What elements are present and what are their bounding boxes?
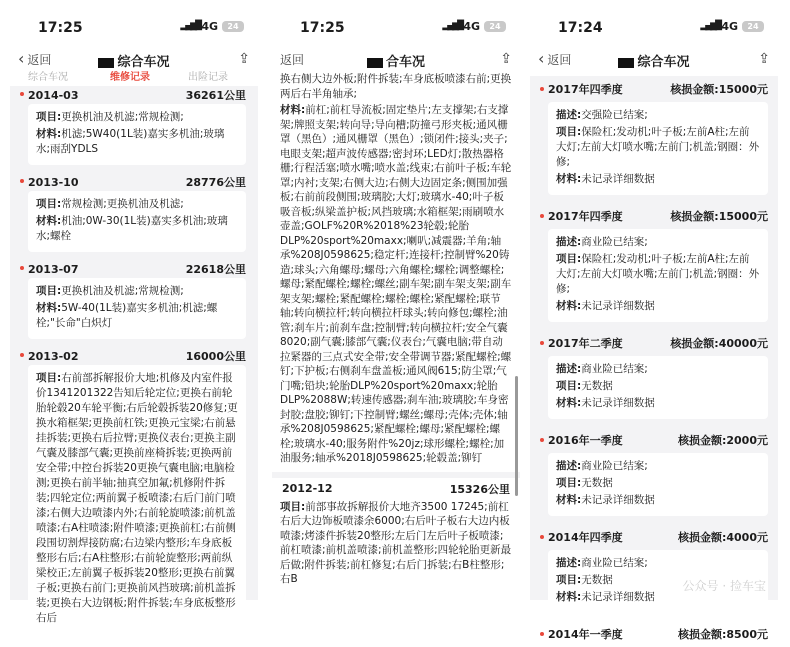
claim-period: 2016年一季度 (548, 434, 623, 447)
claim-amount: 15000元 (718, 83, 768, 96)
claim-amount: 40000元 (718, 337, 768, 350)
list-item: 2017年四季度 核损金额:15000元 描述:商业险已结案; 项目:保险杠;发动机;叶子板;左前A柱;左前大灯;左前大灯喷水嘴;左前门;机盖;钢圈：外修; 材料:未记录详细数据 (530, 203, 778, 322)
network-label: 4G (463, 20, 480, 33)
list-item: 2017年四季度 核损金额:15000元 描述:交强险已结案; 项目:保险杠;发动机;叶子板;左前A柱;左前大灯;左前大灯喷水嘴;左前门;机盖;钢圈：外修; 材料:未记录详细数据 (530, 76, 778, 195)
claim-period: 2017年二季度 (548, 337, 623, 350)
maintenance-list (10, 86, 258, 642)
claim-period: 2017年四季度 (548, 210, 623, 223)
record-mileage: 15326公里 (449, 482, 510, 496)
signal-icon: ▂▄▆█ (700, 21, 720, 31)
status-bar (272, 0, 520, 44)
list-item (10, 347, 258, 634)
list-item: 2014年一季度 核损金额:8500元 (530, 621, 778, 647)
timeline-dot (540, 87, 544, 91)
share-icon[interactable]: ⇪ (758, 51, 770, 67)
record-card: 项目:更换机油及机滤;常规检测; 材料:5W-40(1L装)嘉实多机油;机滤;螺栓;"长命"白炽灯 (28, 278, 246, 339)
record-header (272, 478, 520, 500)
status-bar (10, 0, 258, 44)
record-mileage: 22618公里 (185, 263, 246, 276)
claim-card: 描述:交强险已结案; 项目:保险杠;发动机;叶子板;左前A柱;左前大灯;左前大灯喷水嘴;左前门;机盖;钢圈：外修; 材料:未记录详细数据 (548, 102, 768, 195)
page-title: 综合车况 (530, 51, 778, 70)
record-items-tail: 换右侧大边外板;附件拆装;车身底板喷漆右前;更换两后右半角轴承; (280, 73, 512, 100)
claims-list (530, 76, 778, 647)
record-date: 2014-03 (28, 88, 79, 102)
network-label: 4G (201, 20, 218, 33)
tab-claims[interactable]: 出险记录 (188, 72, 228, 83)
claim-period: 2014年四季度 (548, 531, 623, 544)
back-button[interactable]: ‹ 返回 (18, 49, 52, 68)
timeline-dot (540, 535, 544, 539)
claim-amount: 2000元 (726, 434, 768, 447)
back-button[interactable]: 返回 (280, 53, 305, 67)
claim-amount: 8500元 (726, 628, 768, 641)
timeline-dot (20, 92, 24, 96)
record-detail (272, 73, 520, 600)
claim-card: 描述:商业险已结案; 项目:保险杠;发动机;叶子板;左前A柱;左前大灯;左前大灯喷水嘴;左前门;机盖;钢圈：外修; 材料:未记录详细数据 (548, 229, 768, 322)
record-card: 项目:更换机油及机滤;常规检测; 材料:机滤;5W40(1L装)嘉实多机油;玻璃水;雨刮YDLS (28, 104, 246, 165)
timeline-dot (540, 438, 544, 442)
battery-icon: 24 (222, 21, 244, 32)
timeline-dot (20, 353, 24, 357)
claim-card: 描述:商业险已结案; 项目:无数据 材料:未记录详细数据 (548, 550, 768, 613)
page-title: 综合车况 (10, 51, 258, 70)
redacted-mark (367, 58, 383, 68)
tab-bar (10, 72, 258, 86)
record-date: 2013-07 (28, 262, 79, 276)
scrollbar[interactable] (515, 376, 518, 496)
chevron-left-icon: ‹ (18, 49, 25, 68)
list-item (10, 260, 258, 339)
record-date: 2013-10 (28, 175, 79, 189)
status-time: 17:24 (558, 20, 603, 36)
status-bar (530, 0, 778, 44)
signal-icon: ▂▄▆█ (180, 21, 200, 31)
record-materials: 材料:前杠;前杠导流板;固定垫片;左支撑架;右支撑架;牌照支架;转向导;导向槽;防撞弓形夹板;通风栅罩（黑色）;通风栅罩（黑色）;锁闭件;接头;夹子;电眼支架;超声波传感器;密封环;LED灯;散热器格栅;行程活塞;喷水嘴;喷水盖;线束;右前叶子板;车轮罩;内衬;支架;右侧大边;右侧大边固定条;侧围加强板;右前前段侧围;玻璃胶;大灯;玻璃水-40;叶子板吸音板;纵梁盖护板;风挡玻璃;水箱框架;雨刷喷水壶盖;GOLF%20R%2018%23轮毂;轮胎DLP%20sport%20maxx;喇叭;减震器;羊角;轴承%208J0598625;稳定杆;连接杆;控制臂%20铸造;球头;六角螺母;螺母;六角螺栓;螺栓;调整螺栓;螺母;紧配螺栓;螺栓;螺丝;副车架;副车架支架;副车架支架;螺栓;紧配螺栓;螺栓;螺栓;紧配螺栓;联节轴;转向横拉杆;转向横拉杆球头;转向修包;螺栓;油管;刹车片;前刹车盘;控制臂;转向横拉杆;安全气囊8020;副气囊;膝部气囊;仪表台;气囊电脑;带自动拉紧器的三点式安全带;安全带调节器;紧配螺栓;螺钉;下护板;右侧刹车盘盖板;通风阀615;防尘罩;气门嘴;铅块;轮胎DLP%20sport%20maxx;轮胎DLP%2088W;转速传感器;刹车油;玻璃胶;车身密封胶;盘胶;铆钉;下控制臂;螺丝;螺母;壳体;壳体;轴承%208J0598625;紧配螺栓;螺母;紧配螺栓;螺栓;玻璃水-40;服务附件%20jz;球形螺栓;螺栓;加油服务;轴承%2018J0598625;轮毂盖;铆钉 (280, 104, 512, 464)
claim-period: 2017年四季度 (548, 83, 623, 96)
record-date: 2012-12 (282, 482, 333, 495)
timeline-dot (20, 179, 24, 183)
list-item (10, 173, 258, 252)
record-card: 项目:常规检测;更换机油及机滤; 材料:机油;0W-30(1L装)嘉实多机油;玻璃水;螺栓 (28, 191, 246, 252)
battery-icon: 24 (484, 21, 506, 32)
timeline-dot (540, 214, 544, 218)
phone-screen-claims (530, 0, 778, 641)
redacted-mark (618, 58, 634, 68)
network-label: 4G (721, 20, 738, 33)
battery-icon: 24 (742, 21, 764, 32)
phone-screen-maintenance-detail (272, 0, 520, 600)
list-item (10, 86, 258, 165)
record-date: 2013-02 (28, 349, 79, 363)
share-icon[interactable]: ⇪ (238, 51, 250, 67)
list-item: 2014年四季度 核损金额:4000元 描述:商业险已结案; 项目:无数据 材料:未记录详细数据 (530, 524, 778, 613)
record-mileage: 16000公里 (185, 350, 246, 363)
record-items: 项目:前部事故拆解报价大地齐3500 17245;前杠右后大边饰板喷漆余6000;右后叶子板右大边内板喷漆;烤漆件拆装20整形;左后门左后叶子板喷漆;前杠喷漆;前机盖喷漆;前机盖整形;四轮轮胎更新最后做;附件拆装;前杠修复;右后门拆装;右B柱整形;右B (280, 500, 512, 585)
timeline-dot (540, 632, 544, 636)
tab-maintenance[interactable]: 维修记录 (110, 72, 150, 83)
tab-overview[interactable]: 综合车况 (28, 72, 68, 83)
status-time: 17:25 (300, 20, 345, 36)
claim-amount: 4000元 (726, 531, 768, 544)
claim-amount: 15000元 (718, 210, 768, 223)
status-time: 17:25 (38, 20, 83, 36)
redacted-mark (98, 58, 114, 68)
page-title: 合车况 (272, 51, 520, 70)
claim-period: 2014年一季度 (548, 628, 623, 641)
timeline-dot (540, 341, 544, 345)
record-card: 项目:右前部拆解报价大地;机修及内室件报价1341201322告知后轮定位;更换右前轮胎轮毂20车轮平衡;右后轮毂拆装20修复;更换水箱框架;更换前杠铁;更换元宝梁;右前悬挂拆装;更换右后拉臂;更换仪表台;更换主副气囊及膝部气囊;更换前座椅拆装;更换两前安全带;中控台拆装20更换气囊电脑;电脑检测;更换右前半轴;抽真空加氟;机修附件拆装;四轮定位;两前翼子板喷漆;右后门前门喷漆;右侧大边喷漆内外;右前轮旋喷漆;前机盖喷漆;右A柱喷漆;附件喷漆;更换前杠;右前侧段围切割焊接防腐;右边梁内整形;车身底板整形右后;右A柱整形;右前轮旋整形;两前纵梁校正;左前翼子板拆装20整形;更换右前翼子板;更换右前门;更换前风挡玻璃;前机盖拆装;更换右大边钢板;附件拆装;车身底板整形右后 (28, 365, 246, 634)
claim-card: 描述:商业险已结案; 项目:无数据 材料:未记录详细数据 (548, 453, 768, 516)
claim-card: 描述:商业险已结案; 项目:无数据 材料:未记录详细数据 (548, 356, 768, 419)
list-item: 2016年一季度 核损金额:2000元 描述:商业险已结案; 项目:无数据 材料:未记录详细数据 (530, 427, 778, 516)
share-icon[interactable]: ⇪ (500, 51, 512, 67)
timeline-dot (20, 266, 24, 270)
record-mileage: 28776公里 (185, 176, 246, 189)
chevron-left-icon: ‹ (538, 49, 545, 68)
nav-bar (530, 44, 778, 76)
watermark: 公众号 · 捡车宝 (682, 579, 766, 593)
phone-screen-maintenance (10, 0, 258, 624)
signal-icon: ▂▄▆█ (442, 21, 462, 31)
record-mileage: 36261公里 (185, 89, 246, 102)
back-button[interactable]: ‹ 返回 (538, 49, 572, 68)
list-item: 2017年二季度 核损金额:40000元 描述:商业险已结案; 项目:无数据 材料:未记录详细数据 (530, 330, 778, 419)
